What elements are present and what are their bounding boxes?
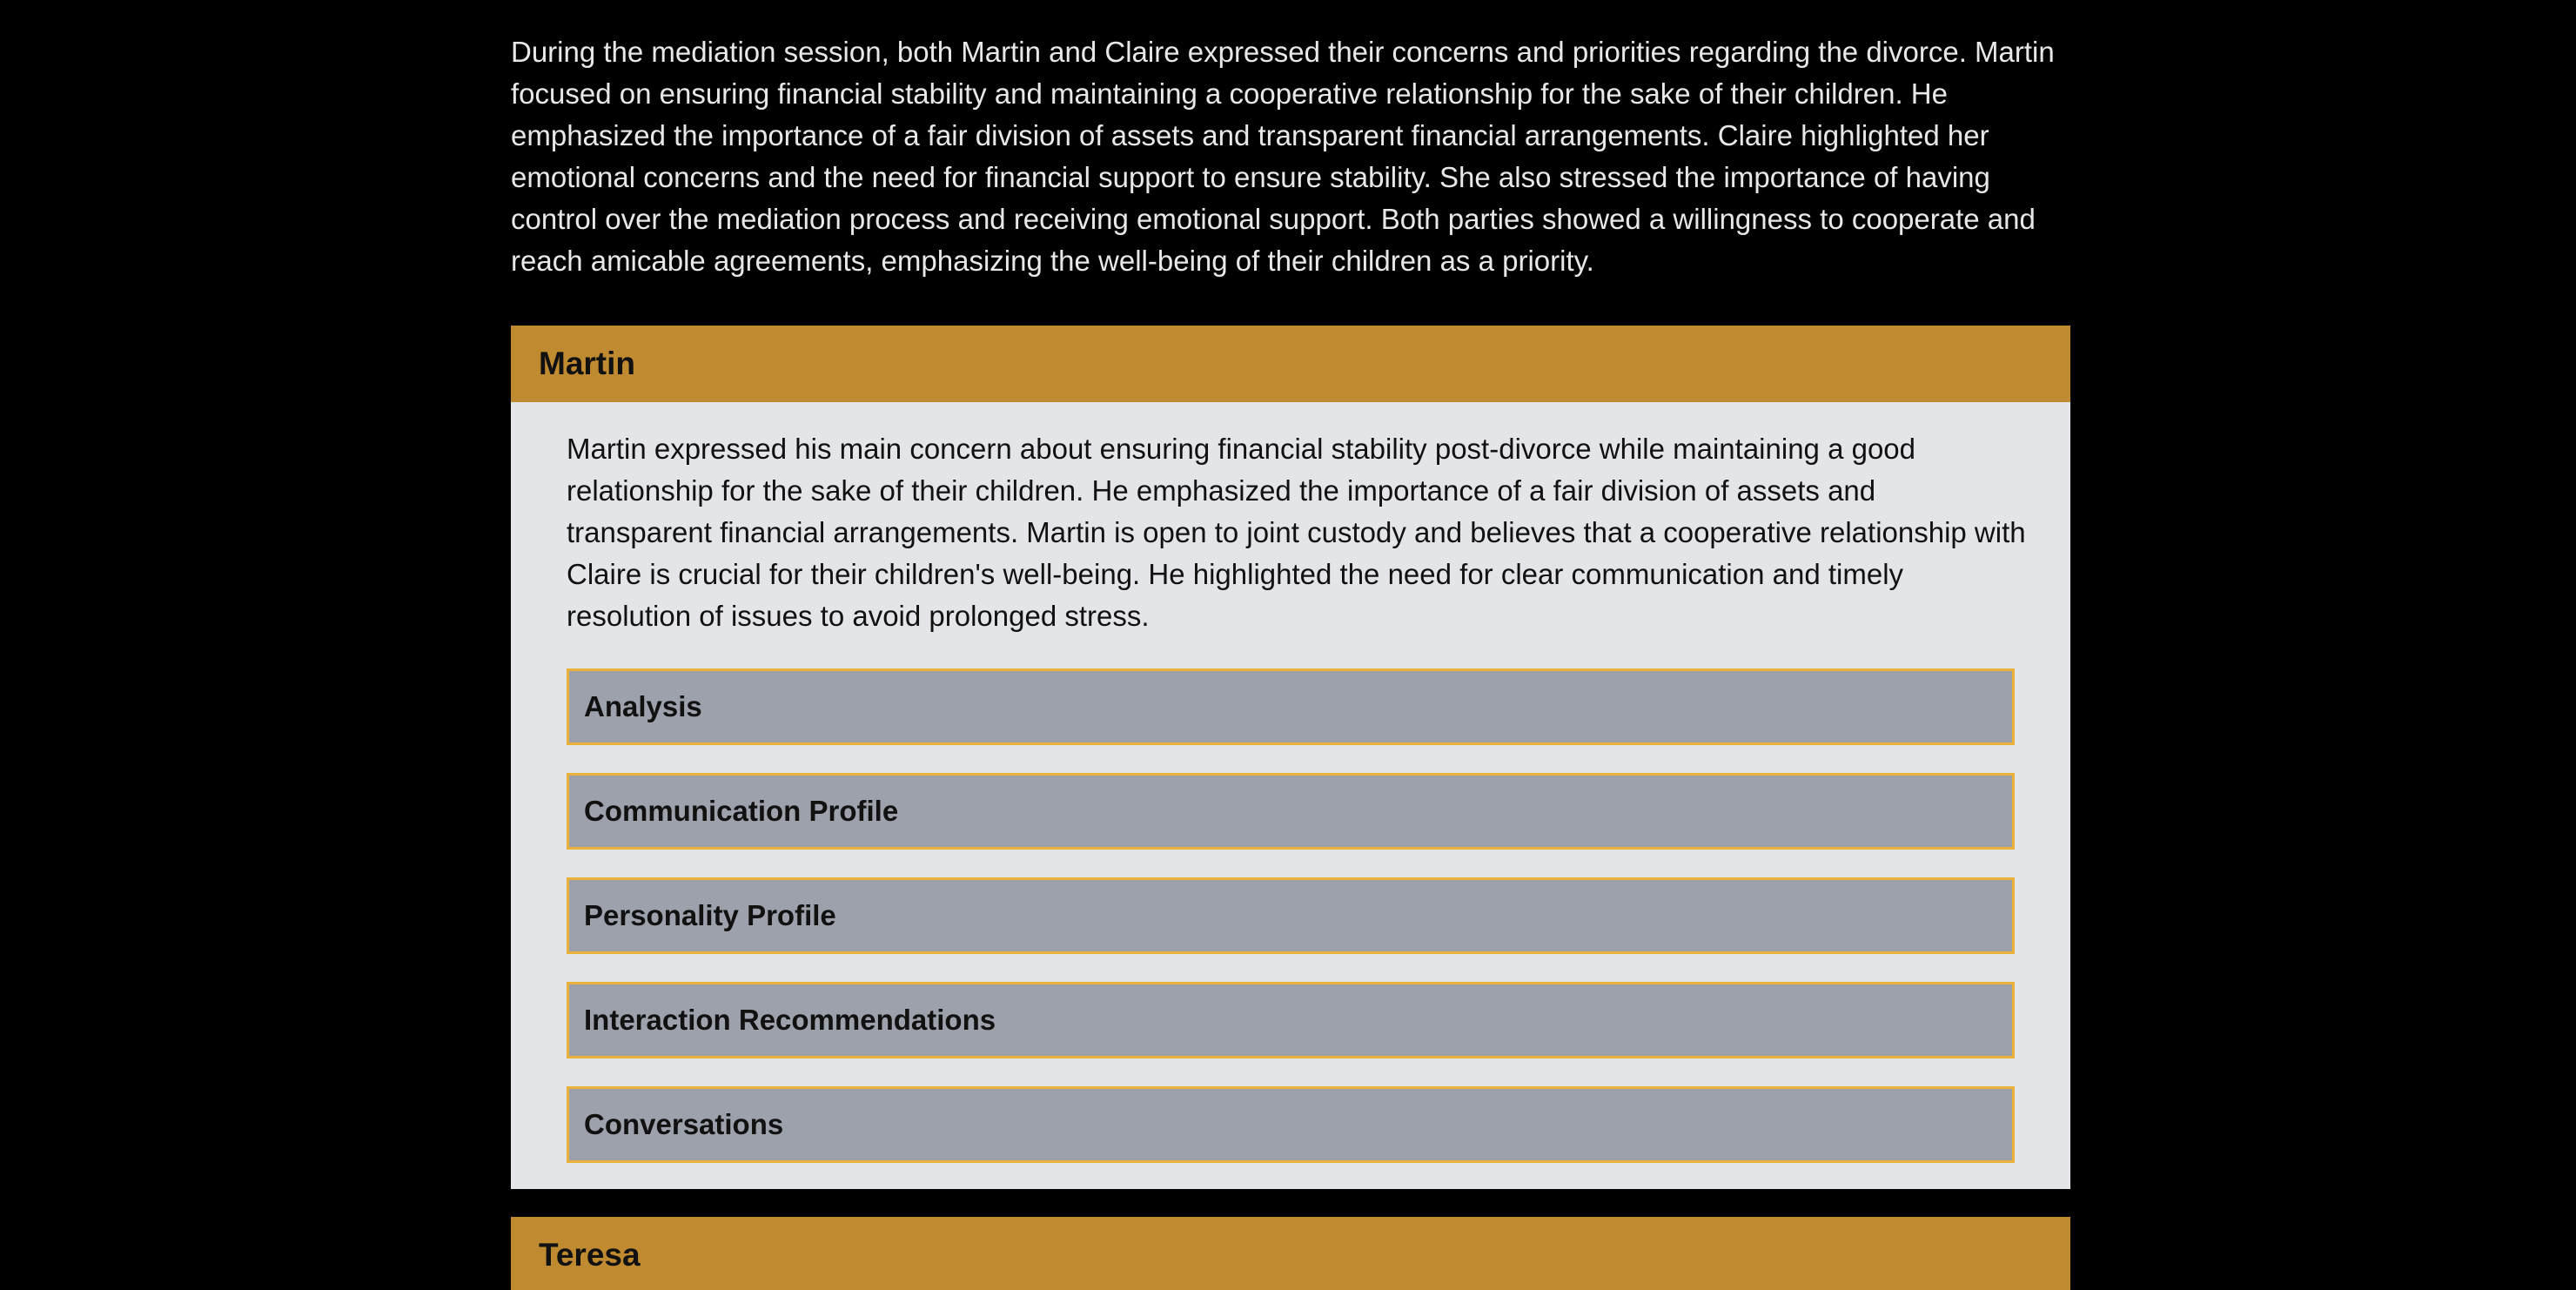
person-panel-martin bbox=[511, 402, 2070, 1189]
person-name: Martin bbox=[539, 346, 635, 381]
section-personality-profile[interactable] bbox=[567, 877, 2015, 954]
section-communication-profile[interactable] bbox=[567, 773, 2015, 850]
person-header-teresa[interactable] bbox=[511, 1217, 2070, 1290]
section-label: Analysis bbox=[584, 690, 702, 722]
section-analysis[interactable] bbox=[567, 669, 2015, 745]
section-label: Communication Profile bbox=[584, 795, 899, 827]
person-description: Martin expressed his main concern about ensuring financial stability post-divorce while maintaining a good relationship for the sake of their children. He emphasized the importance of a fair division of assets and transparent financial arrangements. Martin is open to joint custody and believes that a cooperative relationship with Claire is crucial for their children's well-being. He highlighted the need for clear communication and timely resolution of issues to avoid prolonged stress. bbox=[567, 433, 2026, 632]
person-header-martin[interactable] bbox=[511, 326, 2070, 402]
session-summary: During the mediation session, both Martin and Claire expressed their concerns and priorities regarding the divorce. Martin focused on ensuring financial stability and maintaining a cooperative relationship for the sake of their children. He emphasized the importance of a fair division of assets and transparent financial arrangements. Claire highlighted her emotional concerns and the need for financial support to ensure stability. She also stressed the importance of having control over the mediation process and receiving emotional support. Both parties showed a willingness to cooperate and reach amicable agreements, emphasizing the well-being of their children as a priority. bbox=[511, 36, 2055, 277]
section-interaction-recommendations[interactable] bbox=[567, 982, 2015, 1058]
section-label: Conversations bbox=[584, 1108, 784, 1140]
person-name: Teresa bbox=[539, 1237, 641, 1273]
section-conversations[interactable] bbox=[567, 1086, 2015, 1163]
section-label: Personality Profile bbox=[584, 899, 836, 931]
section-label: Interaction Recommendations bbox=[584, 1004, 996, 1036]
